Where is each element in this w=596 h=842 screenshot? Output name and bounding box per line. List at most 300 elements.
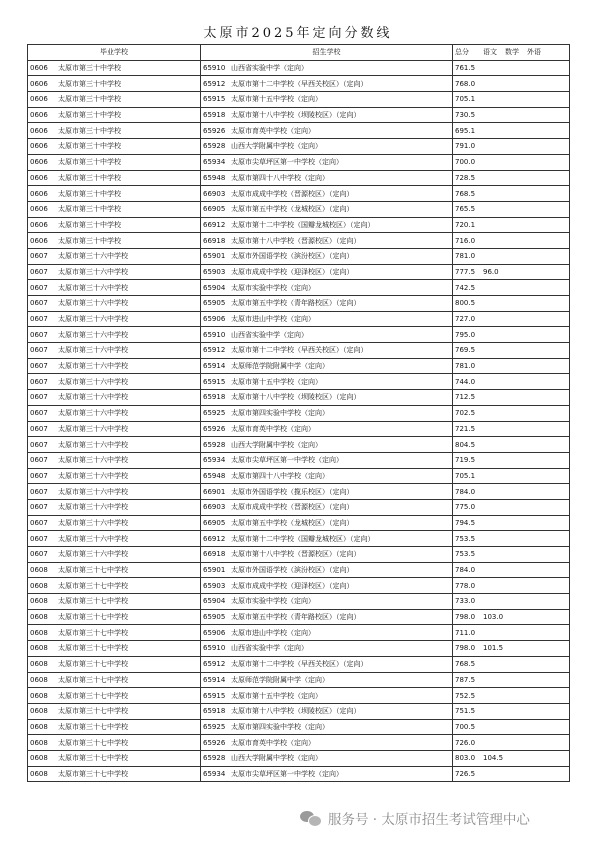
recruit-code: 65912	[203, 660, 226, 669]
school-name: 太原市第三十六中学校	[58, 471, 128, 480]
table-row	[28, 390, 570, 406]
score-total: 719.5	[455, 456, 476, 465]
cell-school	[28, 107, 201, 123]
school-name: 太原市第三十七中学校	[58, 628, 128, 637]
cell-school	[28, 390, 201, 406]
recruit-code: 65926	[203, 126, 226, 135]
school-name: 太原市第三十中学校	[58, 236, 121, 245]
table-row	[28, 343, 570, 359]
school-code: 0607	[30, 503, 48, 512]
wechat-icon	[300, 810, 322, 826]
score-total: 742.5	[455, 283, 476, 292]
cell-school	[28, 60, 201, 76]
school-name: 太原市第三十六中学校	[58, 534, 128, 543]
cell-scores	[453, 139, 570, 155]
cell-school	[28, 499, 201, 515]
recruit-name: 太原市尖草坪区第一中学校（定向）	[231, 158, 343, 167]
cell-scores	[453, 672, 570, 688]
recruit-code: 65903	[203, 581, 226, 590]
cell-school	[28, 547, 201, 563]
table-row	[28, 672, 570, 688]
recruit-code: 66901	[203, 487, 226, 496]
cell-recruit	[201, 421, 453, 437]
recruit-code: 65925	[203, 722, 226, 731]
table-row	[28, 76, 570, 92]
table-row	[28, 719, 570, 735]
score-total: 700.5	[455, 722, 476, 731]
recruit-name: 太原市外国语学校（滨汾校区）（定向）	[231, 566, 354, 575]
cell-scores	[453, 594, 570, 610]
school-code: 0607	[30, 487, 48, 496]
score-total: 730.5	[455, 111, 476, 120]
school-code: 0606	[30, 95, 48, 104]
cell-school	[28, 750, 201, 766]
school-code: 0606	[30, 79, 48, 88]
cell-recruit	[201, 641, 453, 657]
cell-school	[28, 531, 201, 547]
cell-school	[28, 672, 201, 688]
school-code: 0607	[30, 456, 48, 465]
school-name: 太原市第三十六中学校	[58, 409, 128, 418]
recruit-code: 65925	[203, 409, 226, 418]
table-row	[28, 625, 570, 641]
cell-recruit	[201, 201, 453, 217]
score-total: 791.0	[455, 142, 476, 151]
cell-school	[28, 405, 201, 421]
cell-scores	[453, 154, 570, 170]
recruit-name: 太原市第十二中学校（早西关校区）（定向）	[231, 346, 368, 355]
school-code: 0607	[30, 534, 48, 543]
cell-recruit	[201, 562, 453, 578]
score-total: 727.0	[455, 315, 476, 324]
cell-scores	[453, 280, 570, 296]
table-row	[28, 499, 570, 515]
recruit-name: 太原市实验中学校（定向）	[231, 597, 315, 606]
recruit-code: 66918	[203, 550, 226, 559]
cell-scores	[453, 531, 570, 547]
recruit-name: 太原市第十八中学校（坝陵校区）（定向）	[231, 111, 361, 120]
cell-recruit	[201, 547, 453, 563]
school-name: 太原市第三十六中学校	[58, 440, 128, 449]
score-total: 702.5	[455, 409, 476, 418]
cell-school	[28, 468, 201, 484]
table-row	[28, 201, 570, 217]
table-row	[28, 154, 570, 170]
school-code: 0607	[30, 283, 48, 292]
score-total: 720.1	[455, 220, 476, 229]
school-code: 0606	[30, 64, 48, 73]
recruit-code: 65928	[203, 754, 226, 763]
cell-recruit	[201, 186, 453, 202]
cell-recruit	[201, 280, 453, 296]
school-code: 0606	[30, 189, 48, 198]
cell-recruit	[201, 233, 453, 249]
cell-scores	[453, 688, 570, 704]
school-name: 太原市第三十中学校	[58, 111, 121, 120]
recruit-code: 66903	[203, 503, 226, 512]
cell-recruit	[201, 656, 453, 672]
recruit-name: 太原市进山中学校（定向）	[231, 628, 315, 637]
school-code: 0607	[30, 346, 48, 355]
recruit-name: 太原市成成中学校（晋源校区）（定向）	[231, 503, 354, 512]
cell-recruit	[201, 170, 453, 186]
cell-school	[28, 217, 201, 233]
cell-school	[28, 766, 201, 782]
score-total: 784.0	[455, 487, 476, 496]
school-name: 太原市第三十七中学校	[58, 754, 128, 763]
cell-scores	[453, 641, 570, 657]
cell-recruit	[201, 390, 453, 406]
recruit-code: 65905	[203, 299, 226, 308]
score-total: 752.5	[455, 691, 476, 700]
cell-school	[28, 594, 201, 610]
cell-scores	[453, 390, 570, 406]
school-name: 太原市第三十六中学校	[58, 487, 128, 496]
page-title: 太原市2025年定向分数线	[203, 26, 393, 41]
school-name: 太原市第三十七中学校	[58, 581, 128, 590]
cell-school	[28, 656, 201, 672]
score-total: 768.5	[455, 189, 476, 198]
school-code: 0608	[30, 691, 48, 700]
cell-scores	[453, 60, 570, 76]
score-total: 777.5	[455, 267, 476, 276]
recruit-code: 65906	[203, 315, 226, 324]
recruit-code: 65912	[203, 346, 226, 355]
recruit-code: 66905	[203, 205, 226, 214]
score-total: 778.0	[455, 581, 476, 590]
cell-recruit	[201, 154, 453, 170]
recruit-name: 太原市第五中学校（青年路校区）（定向）	[231, 299, 361, 308]
school-code: 0607	[30, 267, 48, 276]
recruit-code: 65914	[203, 362, 226, 371]
recruit-code: 65903	[203, 267, 226, 276]
recruit-code: 65915	[203, 377, 226, 386]
cell-recruit	[201, 311, 453, 327]
school-name: 太原市第三十中学校	[58, 173, 121, 182]
header-chinese: 语文	[483, 48, 497, 57]
school-code: 0607	[30, 252, 48, 261]
cell-recruit	[201, 594, 453, 610]
cell-school	[28, 170, 201, 186]
recruit-name: 太原市第四实验中学校（定向）	[231, 409, 329, 418]
cell-school	[28, 280, 201, 296]
recruit-name: 太原市尖草坪区第一中学校（定向）	[231, 769, 343, 778]
table-row	[28, 609, 570, 625]
school-name: 太原市第三十中学校	[58, 126, 121, 135]
school-name: 太原市第三十六中学校	[58, 299, 128, 308]
cell-recruit	[201, 484, 453, 500]
school-name: 太原市第三十七中学校	[58, 691, 128, 700]
table-row	[28, 123, 570, 139]
school-name: 太原市第三十七中学校	[58, 644, 128, 653]
school-name: 太原市第三十六中学校	[58, 503, 128, 512]
cell-recruit	[201, 60, 453, 76]
score-total: 804.5	[455, 440, 476, 449]
table-row	[28, 750, 570, 766]
school-code: 0608	[30, 628, 48, 637]
recruit-name: 太原市成成中学校（晋源校区）（定向）	[231, 189, 354, 198]
recruit-code: 65901	[203, 566, 226, 575]
school-name: 太原市第三十中学校	[58, 95, 121, 104]
score-total: 733.0	[455, 597, 476, 606]
header-recruit: 招生学校	[201, 45, 453, 61]
school-code: 0608	[30, 613, 48, 622]
recruit-code: 65926	[203, 424, 226, 433]
school-name: 太原市第三十中学校	[58, 205, 121, 214]
school-code: 0608	[30, 597, 48, 606]
recruit-code: 66912	[203, 534, 226, 543]
recruit-name: 太原市成成中学校（迎泽校区）（定向）	[231, 267, 354, 276]
cell-recruit	[201, 531, 453, 547]
score-total: 800.5	[455, 299, 476, 308]
cell-scores	[453, 76, 570, 92]
recruit-code: 65904	[203, 283, 226, 292]
cell-scores	[453, 248, 570, 264]
recruit-code: 66905	[203, 518, 226, 527]
table-row	[28, 437, 570, 453]
cell-scores	[453, 499, 570, 515]
school-code: 0607	[30, 550, 48, 559]
school-code: 0608	[30, 675, 48, 684]
table-header-row	[28, 45, 570, 61]
score-total: 768.5	[455, 660, 476, 669]
recruit-name: 太原市第五中学校（青年路校区）（定向）	[231, 613, 361, 622]
recruit-name: 太原市第十二中学校（国瓣龙城校区）（定向）	[231, 220, 375, 229]
table-row	[28, 594, 570, 610]
table-row	[28, 656, 570, 672]
recruit-name: 太原市第五中学校（龙城校区）（定向）	[231, 205, 354, 214]
school-code: 0608	[30, 707, 48, 716]
recruit-code: 65910	[203, 64, 226, 73]
school-code: 0607	[30, 409, 48, 418]
score-total: 765.5	[455, 205, 476, 214]
recruit-name: 太原师范学院附属中学（定向）	[231, 675, 329, 684]
cell-recruit	[201, 327, 453, 343]
cell-scores	[453, 107, 570, 123]
cell-recruit	[201, 672, 453, 688]
header-english: 外语	[527, 48, 541, 57]
cell-scores	[453, 311, 570, 327]
recruit-code: 66903	[203, 189, 226, 198]
recruit-name: 山西大学附属中学校（定向）	[231, 754, 322, 763]
school-code: 0607	[30, 393, 48, 402]
cell-recruit	[201, 515, 453, 531]
recruit-name: 太原市第十二中学校（国瓣龙城校区）（定向）	[231, 534, 375, 543]
cell-school	[28, 327, 201, 343]
school-code: 0606	[30, 236, 48, 245]
score-total: 787.5	[455, 675, 476, 684]
score-total: 768.0	[455, 79, 476, 88]
table-row	[28, 547, 570, 563]
school-name: 太原市第三十七中学校	[58, 660, 128, 669]
cell-scores	[453, 343, 570, 359]
recruit-code: 66918	[203, 236, 226, 245]
cell-school	[28, 452, 201, 468]
school-name: 太原市第三十七中学校	[58, 707, 128, 716]
cell-school	[28, 233, 201, 249]
recruit-name: 太原市第四实验中学校（定向）	[231, 722, 329, 731]
score-total: 775.0	[455, 503, 476, 512]
cell-recruit	[201, 123, 453, 139]
score-total: 798.0	[455, 644, 476, 653]
score-total: 705.1	[455, 471, 476, 480]
cell-recruit	[201, 405, 453, 421]
recruit-name: 太原市育英中学校（定向）	[231, 424, 315, 433]
table-row	[28, 186, 570, 202]
cell-school	[28, 374, 201, 390]
cell-recruit	[201, 499, 453, 515]
cell-school	[28, 515, 201, 531]
cell-school	[28, 688, 201, 704]
score-total: 781.0	[455, 252, 476, 261]
cell-scores	[453, 625, 570, 641]
school-code: 0608	[30, 738, 48, 747]
table-row	[28, 311, 570, 327]
cell-recruit	[201, 750, 453, 766]
table-row	[28, 484, 570, 500]
school-name: 太原市第三十中学校	[58, 142, 121, 151]
recruit-code: 65934	[203, 158, 226, 167]
score-total: 795.0	[455, 330, 476, 339]
score-total: 726.0	[455, 738, 476, 747]
cell-scores	[453, 656, 570, 672]
recruit-code: 65912	[203, 79, 226, 88]
cell-school	[28, 139, 201, 155]
recruit-name: 太原市第十八中学校（坝陵校区）（定向）	[231, 393, 361, 402]
cell-school	[28, 421, 201, 437]
cell-recruit	[201, 703, 453, 719]
cell-school	[28, 578, 201, 594]
recruit-code: 65918	[203, 707, 226, 716]
school-name: 太原市第三十七中学校	[58, 566, 128, 575]
cell-school	[28, 719, 201, 735]
school-code: 0606	[30, 111, 48, 120]
school-code: 0606	[30, 173, 48, 182]
score-total: 781.0	[455, 362, 476, 371]
cell-school	[28, 703, 201, 719]
school-name: 太原市第三十六中学校	[58, 362, 128, 371]
score-total: 721.5	[455, 424, 476, 433]
cell-scores	[453, 92, 570, 108]
school-name: 太原市第三十六中学校	[58, 252, 128, 261]
cell-recruit	[201, 688, 453, 704]
table-row	[28, 531, 570, 547]
school-code: 0608	[30, 644, 48, 653]
cell-school	[28, 562, 201, 578]
recruit-code: 65948	[203, 471, 226, 480]
cell-school	[28, 358, 201, 374]
cell-recruit	[201, 735, 453, 751]
recruit-name: 山西省实验中学（定向）	[231, 330, 308, 339]
school-name: 太原市第三十六中学校	[58, 377, 128, 386]
recruit-code: 65910	[203, 330, 226, 339]
school-name: 太原市第三十中学校	[58, 64, 121, 73]
school-name: 太原市第三十六中学校	[58, 330, 128, 339]
cell-school	[28, 264, 201, 280]
cell-scores	[453, 296, 570, 312]
cell-scores	[453, 766, 570, 782]
cell-scores	[453, 233, 570, 249]
cell-school	[28, 248, 201, 264]
school-name: 太原市第三十七中学校	[58, 738, 128, 747]
recruit-code: 65928	[203, 440, 226, 449]
table-row	[28, 421, 570, 437]
cell-recruit	[201, 437, 453, 453]
recruit-name: 太原市实验中学校（定向）	[231, 283, 315, 292]
table-row	[28, 688, 570, 704]
table-row	[28, 641, 570, 657]
recruit-name: 山西省实验中学（定向）	[231, 64, 308, 73]
watermark-text: 服务号 · 太原市招生考试管理中心	[328, 812, 530, 828]
score-total: 751.5	[455, 707, 476, 716]
cell-scores	[453, 703, 570, 719]
recruit-name: 太原市成成中学校（迎泽校区）（定向）	[231, 581, 354, 590]
cell-scores	[453, 264, 570, 280]
cell-scores	[453, 484, 570, 500]
score-total: 784.0	[455, 566, 476, 575]
recruit-name: 太原师范学院附属中学（定向）	[231, 362, 329, 371]
school-code: 0607	[30, 330, 48, 339]
table-row	[28, 358, 570, 374]
school-name: 太原市第三十中学校	[58, 158, 121, 167]
header-total: 总分	[455, 48, 469, 57]
cell-school	[28, 92, 201, 108]
school-code: 0608	[30, 660, 48, 669]
cell-recruit	[201, 578, 453, 594]
school-code: 0608	[30, 722, 48, 731]
table-row	[28, 766, 570, 782]
cell-recruit	[201, 296, 453, 312]
cell-school	[28, 343, 201, 359]
school-code: 0608	[30, 754, 48, 763]
cell-recruit	[201, 468, 453, 484]
recruit-name: 山西大学附属中学校（定向）	[231, 142, 322, 151]
score-total: 798.0	[455, 613, 476, 622]
score-total: 728.5	[455, 173, 476, 182]
table-row	[28, 327, 570, 343]
header-school: 毕业学校	[28, 45, 201, 61]
school-code: 0607	[30, 471, 48, 480]
recruit-name: 太原市进山中学校（定向）	[231, 315, 315, 324]
cell-school	[28, 186, 201, 202]
score-total: 761.5	[455, 64, 476, 73]
table-row	[28, 248, 570, 264]
cell-recruit	[201, 264, 453, 280]
score-total: 726.5	[455, 769, 476, 778]
recruit-name: 山西大学附属中学校（定向）	[231, 440, 322, 449]
school-code: 0608	[30, 566, 48, 575]
recruit-name: 山西省实验中学（定向）	[231, 644, 308, 653]
school-code: 0607	[30, 299, 48, 308]
cell-scores	[453, 186, 570, 202]
school-code: 0607	[30, 377, 48, 386]
cell-recruit	[201, 358, 453, 374]
score-total: 744.0	[455, 377, 476, 386]
recruit-name: 太原市第十八中学校（坝陵校区）（定向）	[231, 707, 361, 716]
cell-recruit	[201, 217, 453, 233]
recruit-code: 65918	[203, 393, 226, 402]
cell-scores	[453, 217, 570, 233]
score-total: 700.0	[455, 158, 476, 167]
cell-recruit	[201, 766, 453, 782]
school-code: 0607	[30, 440, 48, 449]
cell-school	[28, 609, 201, 625]
cell-recruit	[201, 374, 453, 390]
table-row	[28, 405, 570, 421]
cell-school	[28, 311, 201, 327]
recruit-code: 65901	[203, 252, 226, 261]
table-row	[28, 170, 570, 186]
